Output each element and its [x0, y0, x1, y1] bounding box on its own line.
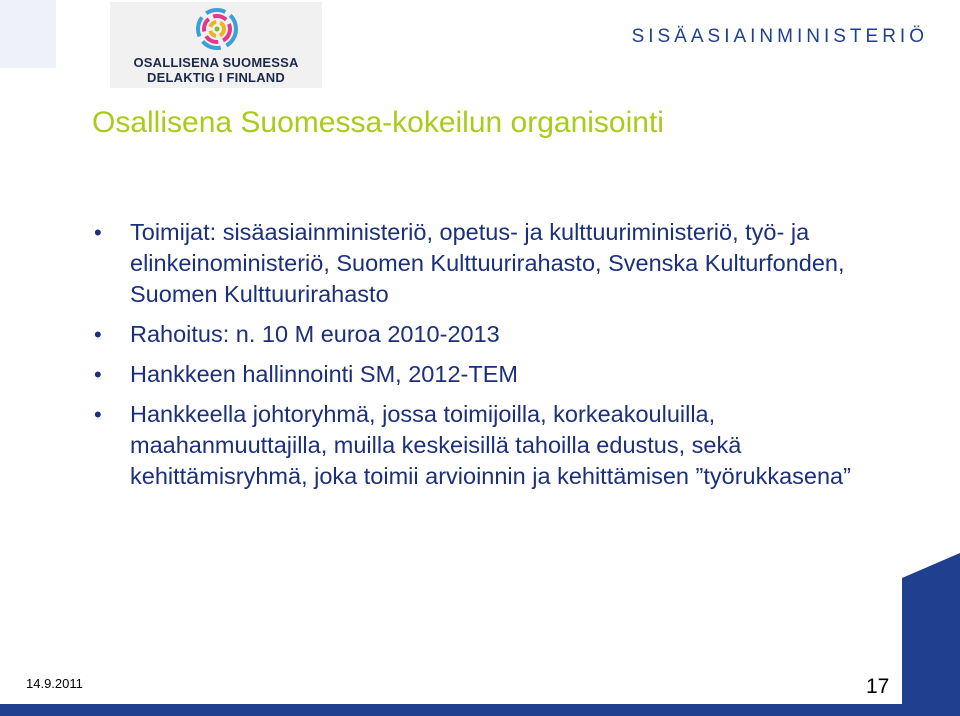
- bullet-item: [92, 399, 852, 492]
- bullet-icon: •: [94, 220, 102, 245]
- bullet-text: Hankkeen hallinnointi SM, 2012-TEM: [130, 361, 518, 387]
- footer-bar: [0, 704, 906, 716]
- bullet-item: [92, 319, 852, 350]
- osallisena-logo: [110, 2, 322, 88]
- slide-title: Osallisena Suomessa-kokeilun organisointi: [92, 106, 664, 139]
- bullet-list: [92, 217, 852, 501]
- bullet-icon: •: [94, 362, 102, 387]
- bullet-icon: •: [94, 402, 102, 427]
- ministry-wordmark: SISÄASIAINMINISTERIÖ: [631, 26, 928, 47]
- bullet-item: [92, 359, 852, 390]
- corner-decoration: [0, 0, 56, 68]
- bullet-text: Toimijat: sisäasiainministeriö, opetus- ja kulttuuriministeriö, työ- ja elinkeinoministeriö, Suomen Kulttuurirahasto, Svenska Kulturfonden, Suomen Kulttuurirahasto: [130, 219, 845, 307]
- footer-date: 14.9.2011: [26, 676, 83, 691]
- swirl-logo-icon: [196, 8, 238, 50]
- logo-text-line2: DELAKTIG I FINLAND: [147, 70, 285, 85]
- bullet-text: Hankkeella johtoryhmä, jossa toimijoilla, korkeakouluilla, maahanmuuttajilla, muilla keskeisillä tahoilla edustus, sekä kehittämisryhmä, joka toimii arvioinnin ja kehittämisen ”työrukkasena”: [130, 401, 851, 489]
- page-number: 17: [866, 675, 890, 698]
- bullet-item: [92, 217, 852, 310]
- logo-text-line1: OSALLISENA SUOMESSA: [133, 55, 299, 70]
- bullet-icon: •: [94, 322, 102, 347]
- corner-triangle-decoration: [902, 553, 960, 716]
- bullet-text: Rahoitus: n. 10 M euroa 2010-2013: [130, 321, 500, 347]
